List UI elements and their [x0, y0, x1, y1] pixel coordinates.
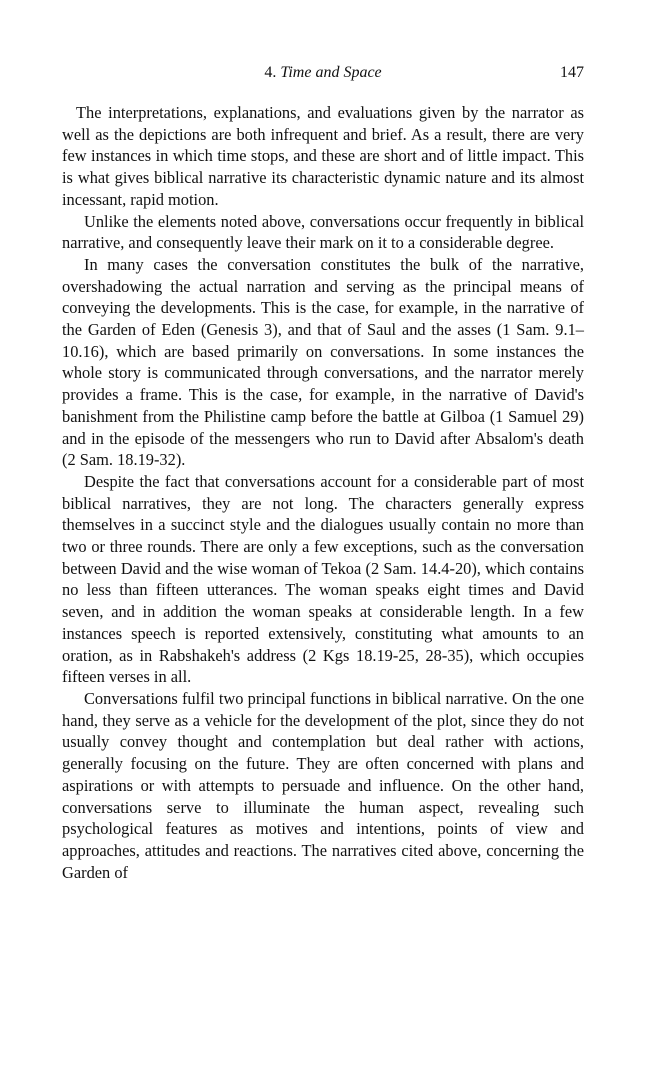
book-page: [62, 58, 584, 883]
paragraph-4: Despite the fact that conversations account for a considerable part of most biblical narratives, they are not long. The characters generally express themselves in a succinct style and the dialogues usually contain no more than two or three rounds. There are only a few exceptions, such as the conversation between David and the wise woman of Tekoa (2 Sam. 14.4-20), which contains no less than fifteen utterances. The woman speaks eight times and David seven, and in addition the woman speaks at considerable length. In a few instances speech is reported extensively, constituting what amounts to an oration, as in Rabshakeh's address (2 Kgs 18.19-25, 28-35), which occupies fifteen verses in all.: [62, 471, 584, 687]
paragraph-2: Unlike the elements noted above, conversations occur frequently in biblical narrative, and consequently leave their mark on it to a considerable degree.: [62, 211, 584, 253]
paragraph-1: The interpretations, explanations, and evaluations given by the narrator as well as the depictions are both infrequent and brief. As a result, there are very few instances in which time stops, and these are short and of little impact. This is what gives biblical narrative its characteristic dynamic nature and its almost incessant, rapid motion.: [62, 103, 584, 209]
body-text: [62, 102, 584, 883]
chapter-title: [62, 58, 584, 88]
chapter-number: 4.: [264, 64, 277, 81]
paragraph-5: Conversations fulfil two principal functions in biblical narrative. On the one hand, they serve as a vehicle for the development of the plot, since they do not usually convey thought and contemplation but deal rather with actions, generally focusing on the future. They are often concerned with plans and aspirations or with attempts to persuade and influence. On the other hand, conversations serve to illuminate the human aspect, revealing such psychological features as motives and intentions, points of view and approaches, attitudes and reactions. The narratives cited above, concerning the Garden of: [62, 688, 584, 882]
paragraph-3: In many cases the conversation constitutes the bulk of the narrative, overshadowing the actual narration and serving as the principal means of conveying the developments. This is the case, for example, in the narrative of the Garden of Eden (Genesis 3), and that of Saul and the asses (1 Sam. 9.1–10.16), which are based primarily on conversations. In some instances the whole story is communicated through conversations, and the narrator merely provides a frame. This is the case, for example, in the narrative of David's banishment from the Philistine camp before the battle at Gilboa (1 Samuel 29) and in the episode of the messengers who run to David after Absalom's death (2 Sam. 18.19-32).: [62, 254, 584, 470]
page-number: 147: [560, 64, 584, 81]
chapter-title-text: Time and Space: [280, 64, 382, 81]
running-head: [62, 58, 584, 88]
